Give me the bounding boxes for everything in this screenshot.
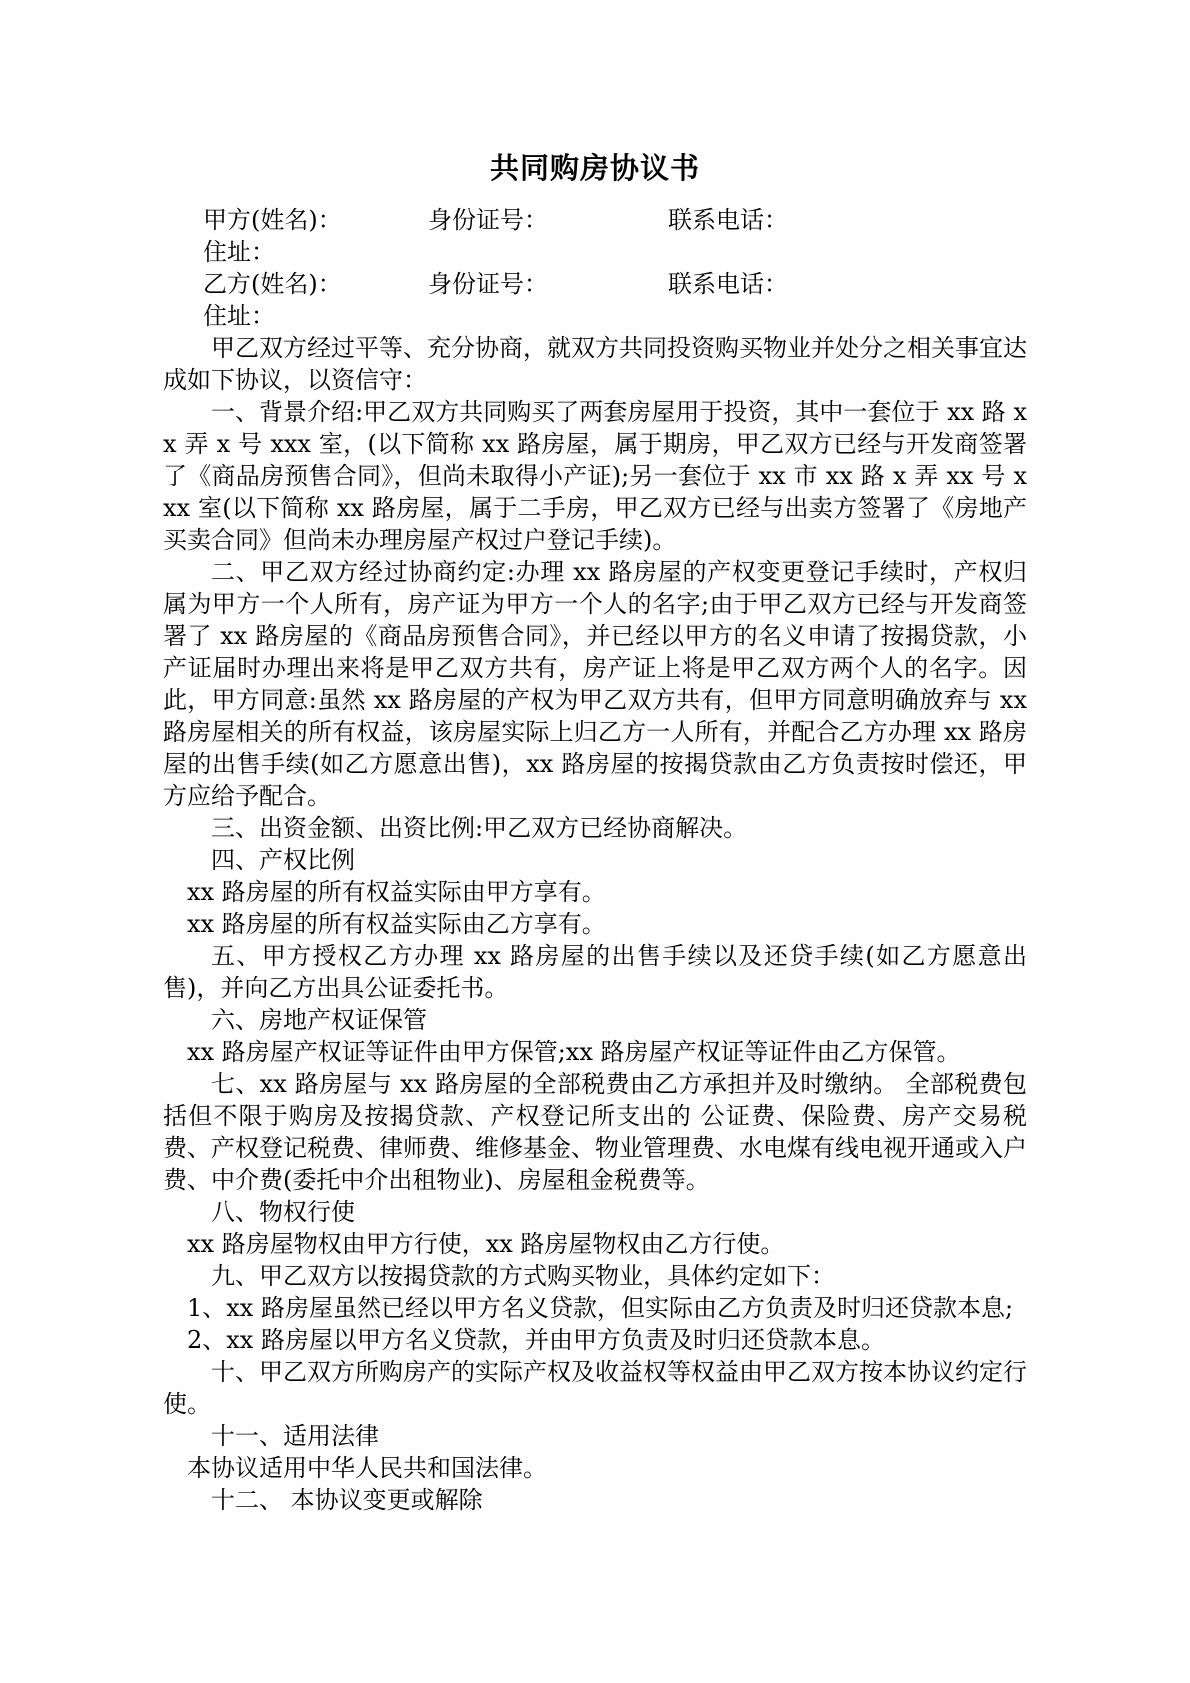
clause-section-12-title: 十二、 本协议变更或解除 xyxy=(211,1486,483,1514)
party-row-first xyxy=(163,204,1027,236)
clause-section-7: 七、xx 路房屋与 xx 路房屋的全部税费由乙方承担并及时缴纳。 全部税费包括但不限于购房及按揭贷款、产权登记所支出的 公证费、保险费、房产交易税费、产权登记税费、律师费、维修基金、物业管理费、水电煤有线电视开通或入户费、中介费(委托中介出租物业)、房屋租金税费等。 xyxy=(163,1070,1027,1194)
clause-section-11-title: 十一、适用法律 xyxy=(211,1422,379,1450)
party-a-id-label: 身份证号： xyxy=(428,206,548,234)
party-b-id-label: 身份证号： xyxy=(428,270,548,298)
clause-section-5: 五、甲方授权乙方办理 xx 路房屋的出售手续以及还贷手续(如乙方愿意出售)，并向乙方出具公证委托书。 xyxy=(163,942,1027,1002)
clause-section-8-line-1: xx 路房屋物权由甲方行使，xx 路房屋物权由乙方行使。 xyxy=(187,1230,785,1258)
party-a-phone-label: 联系电话： xyxy=(668,206,788,234)
clause-section-4-title: 四、产权比例 xyxy=(211,846,355,874)
clause-section-4-line-2: xx 路房屋的所有权益实际由乙方享有。 xyxy=(187,910,606,938)
party-row-second xyxy=(163,268,1027,300)
page-title: 共同购房协议书 xyxy=(489,151,700,185)
party-b-address-label: 住址： xyxy=(203,302,275,330)
clause-section-6-line-1: xx 路房屋产权证等证件由甲方保管;xx 路房屋产权证等证件由乙方保管。 xyxy=(187,1038,961,1066)
party-information-block xyxy=(163,204,1027,332)
clause-section-9-item-2: 2、xx 路房屋以甲方名义贷款，并由甲方负责及时归还贷款本息。 xyxy=(187,1326,885,1354)
party-b-name-label: 乙方(姓名)： xyxy=(203,270,342,298)
clause-preamble: 甲乙双方经过平等、充分协商，就双方共同投资购买物业并处分之相关事宜达成如下协议，以资信守： xyxy=(163,334,1027,394)
party-b-phone-label: 联系电话： xyxy=(668,270,788,298)
clause-section-9: 九、甲乙双方以按揭贷款的方式购买物业，具体约定如下： xyxy=(211,1262,835,1290)
party-a-address-label: 住址： xyxy=(203,238,275,266)
document-body xyxy=(163,0,1027,1516)
clause-section-1: 一、背景介绍:甲乙双方共同购买了两套房屋用于投资，其中一套位于 xx 路 xx 弄 x 号 xxx 室，(以下简称 xx 路房屋，属于期房，甲乙双方已经与开发商签署了《商品房预售合同》，但尚未取得小产证);另一套位于 xx 市 xx 路 x 弄 xx 号 xxx 室(以下简称 xx 路房屋，属于二手房，甲乙双方已经与出卖方签署了《房地产买卖合同》但尚未办理房屋产权过户登记手续)。 xyxy=(163,398,1027,554)
party-a-name-label: 甲方(姓名)： xyxy=(203,206,342,234)
clause-section-8-title: 八、物权行使 xyxy=(211,1198,355,1226)
clause-section-11-line-1: 本协议适用中华人民共和国法律。 xyxy=(187,1454,547,1482)
clause-section-3: 三、出资金额、出资比例:甲乙双方已经协商解决。 xyxy=(211,814,748,842)
clause-section-2: 二、甲乙双方经过协商约定:办理 xx 路房屋的产权变更登记手续时，产权归属为甲方一个人所有，房产证为甲方一个人的名字;由于甲乙双方已经与开发商签署了 xx 路房屋的《商品房预售合同》，并已经以甲方的名义申请了按揭贷款，小产证届时办理出来将是甲乙双方共有，房产证上将是甲乙双方两个人的名字。因此，甲方同意:虽然 xx 路房屋的产权为甲乙双方共有，但甲方同意明确放弃与 xx 路房屋相关的所有权益，该房屋实际上归乙方一人所有，并配合乙方办理 xx 路房屋的出售手续(如乙方愿意出售)，xx 路房屋的按揭贷款由乙方负责按时偿还，甲方应给予配合。 xyxy=(163,558,1027,810)
clause-section-6-title: 六、房地产权证保管 xyxy=(211,1006,427,1034)
agreement-clauses xyxy=(163,332,1027,1516)
clause-section-9-item-1: 1、xx 路房屋虽然已经以甲方名义贷款，但实际由乙方负责及时归还贷款本息; xyxy=(187,1294,1014,1322)
clause-section-10: 十、甲乙双方所购房产的实际产权及收益权等权益由甲乙双方按本协议约定行使。 xyxy=(163,1358,1027,1418)
clause-section-4-line-1: xx 路房屋的所有权益实际由甲方享有。 xyxy=(187,878,606,906)
